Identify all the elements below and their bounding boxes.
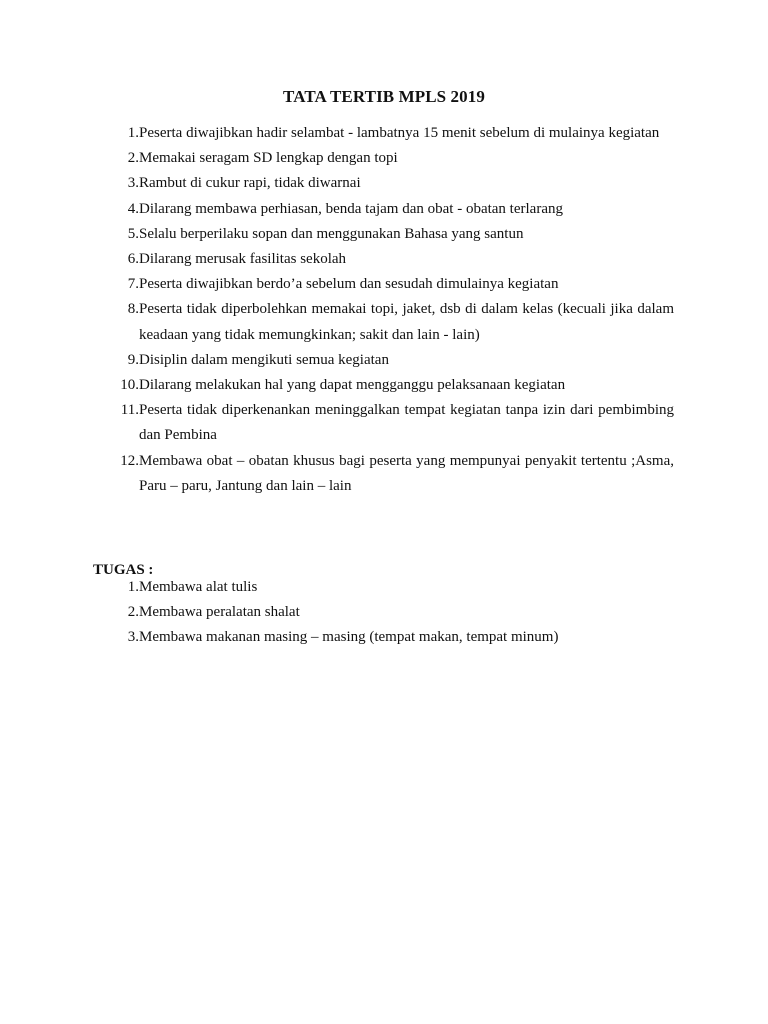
item-number: 3. bbox=[127, 629, 139, 646]
list-item bbox=[94, 222, 674, 247]
list-item bbox=[94, 297, 674, 347]
item-number: 2. bbox=[127, 604, 139, 621]
item-number: 3. bbox=[127, 175, 139, 192]
list-item bbox=[94, 449, 674, 499]
tasks-list bbox=[94, 575, 674, 651]
item-text: Disiplin dalam mengikuti semua kegiatan bbox=[139, 351, 389, 368]
item-number: 1. bbox=[127, 125, 139, 141]
list-item bbox=[94, 146, 674, 171]
list-item bbox=[94, 272, 674, 297]
list-item bbox=[94, 575, 674, 600]
item-text: Selalu berperilaku sopan dan menggunakan Bahasa yang santun bbox=[139, 225, 524, 242]
item-text: Membawa alat tulis bbox=[139, 579, 258, 595]
item-number: 6. bbox=[127, 251, 139, 268]
list-item bbox=[94, 625, 674, 650]
item-text: Peserta tidak diperbolehkan memakai topi, jaket, dsb di dalam kelas (kecuali jika dalam keadaan yang tidak memungkinkan; sakit dan lain - lain) bbox=[139, 301, 674, 343]
item-number: 10. bbox=[120, 377, 139, 394]
item-text: Memakai seragam SD lengkap dengan topi bbox=[139, 150, 398, 167]
list-item bbox=[94, 398, 674, 448]
item-text: Dilarang melakukan hal yang dapat mengganggu pelaksanaan kegiatan bbox=[139, 377, 566, 394]
list-item bbox=[94, 600, 674, 625]
tasks-heading: TUGAS : bbox=[93, 562, 154, 578]
item-text: Dilarang membawa perhiasan, benda tajam dan obat - obatan terlarang bbox=[139, 200, 563, 217]
item-number: 4. bbox=[127, 200, 139, 217]
item-number: 5. bbox=[127, 225, 139, 242]
item-text: Peserta tidak diperkenankan meninggalkan tempat kegiatan tanpa izin dari pembimbing dan Pembina bbox=[139, 402, 674, 444]
rules-list bbox=[94, 121, 674, 499]
item-text: Membawa obat – obatan khusus bagi peserta yang mempunyai penyakit tertentu ;Asma, Paru – paru, Jantung dan lain – lain bbox=[139, 452, 674, 494]
item-text: Membawa peralatan shalat bbox=[139, 604, 300, 621]
list-item bbox=[94, 247, 674, 272]
item-number: 8. bbox=[127, 301, 139, 318]
item-number: 9. bbox=[127, 351, 139, 368]
list-item bbox=[94, 197, 674, 222]
item-text: Dilarang merusak fasilitas sekolah bbox=[139, 251, 347, 268]
item-text: Rambut di cukur rapi, tidak diwarnai bbox=[139, 175, 361, 192]
list-item bbox=[94, 373, 674, 398]
item-text: Membawa makanan masing – masing (tempat makan, tempat minum) bbox=[139, 629, 559, 646]
item-number: 2. bbox=[127, 150, 139, 167]
list-item bbox=[94, 348, 674, 373]
page-title: TATA TERTIB MPLS 2019 bbox=[283, 87, 485, 106]
list-item bbox=[94, 171, 674, 196]
item-number: 12. bbox=[120, 452, 139, 469]
item-text: Peserta diwajibkan hadir selambat - lambatnya 15 menit sebelum di mulainya kegiatan bbox=[139, 125, 660, 141]
item-number: 7. bbox=[127, 276, 139, 293]
list-item bbox=[94, 121, 674, 146]
item-number: 11. bbox=[120, 402, 139, 419]
item-number: 1. bbox=[127, 579, 139, 595]
item-text: Peserta diwajibkan berdo’a sebelum dan sesudah dimulainya kegiatan bbox=[139, 276, 559, 293]
